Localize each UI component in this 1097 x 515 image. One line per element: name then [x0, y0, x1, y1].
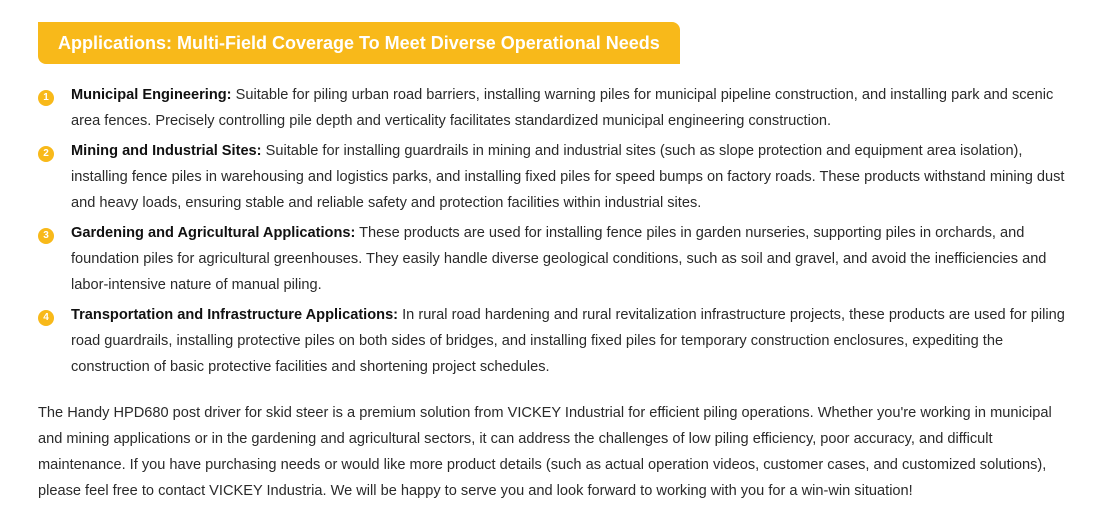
number-badge-icon: 2 — [38, 146, 54, 162]
number-badge-icon: 3 — [38, 228, 54, 244]
item-text: Suitable for piling urban road barriers, installing warning piles for municipal pipeline construction, and installing park and scenic area fences. Precisely controlling pile depth and verticality facilitates standardized municipal engineering construction. — [71, 87, 1054, 129]
item-title: Mining and Industrial Sites: — [71, 143, 262, 159]
item-text: These products are used for installing fence piles in garden nurseries, supporting piles in orchards, and foundation piles for agricultural greenhouses. They easily handle diverse geological conditions, such as soil and gravel, and avoid the inefficiencies and labor-intensive nature of manual piling. — [71, 225, 1047, 293]
number-badge-icon: 1 — [38, 90, 54, 106]
list-item — [38, 302, 1068, 380]
number-badge-icon: 4 — [38, 310, 54, 326]
item-text: In rural road hardening and rural revitalization infrastructure projects, these products are used for piling road guardrails, installing protective piles on both sides of bridges, and installing fixed piles for temporary construction enclosures, expediting the construction of basic protective facilities and shortening project schedules. — [71, 307, 1065, 375]
list-item — [38, 138, 1068, 216]
list-item — [38, 82, 1068, 134]
item-title: Municipal Engineering: — [71, 87, 232, 103]
item-title: Transportation and Infrastructure Applications: — [71, 307, 399, 323]
list-item — [38, 220, 1068, 298]
closing-paragraph: The Handy HPD680 post driver for skid steer is a premium solution from VICKEY Industrial for efficient piling operations. Whether you're working in municipal and mining applications or in the gardening and agricultural sectors, it can address the challenges of low piling efficiency, poor accuracy, and difficult maintenance. If you have purchasing needs or would like more product details (such as actual operation videos, customer cases, and customized solutions), please feel free to contact VICKEY Industria. We will be happy to serve you and look forward to working with you for a win-win situation! — [38, 405, 1052, 499]
item-text: Suitable for installing guardrails in mining and industrial sites (such as slope protection and equipment area isolation), installing fence piles in warehousing and logistics parks, and installing fixed piles for speed bumps on factory roads. These products withstand mining dust and heavy loads, ensuring stable and reliable safety and protection facilities within industrial sites. — [71, 143, 1065, 211]
item-title: Gardening and Agricultural Applications: — [71, 225, 356, 241]
applications-list — [38, 82, 1068, 380]
article-content — [38, 22, 1068, 504]
section-heading-banner: Applications: Multi-Field Coverage To Meet Diverse Operational Needs — [38, 22, 680, 64]
